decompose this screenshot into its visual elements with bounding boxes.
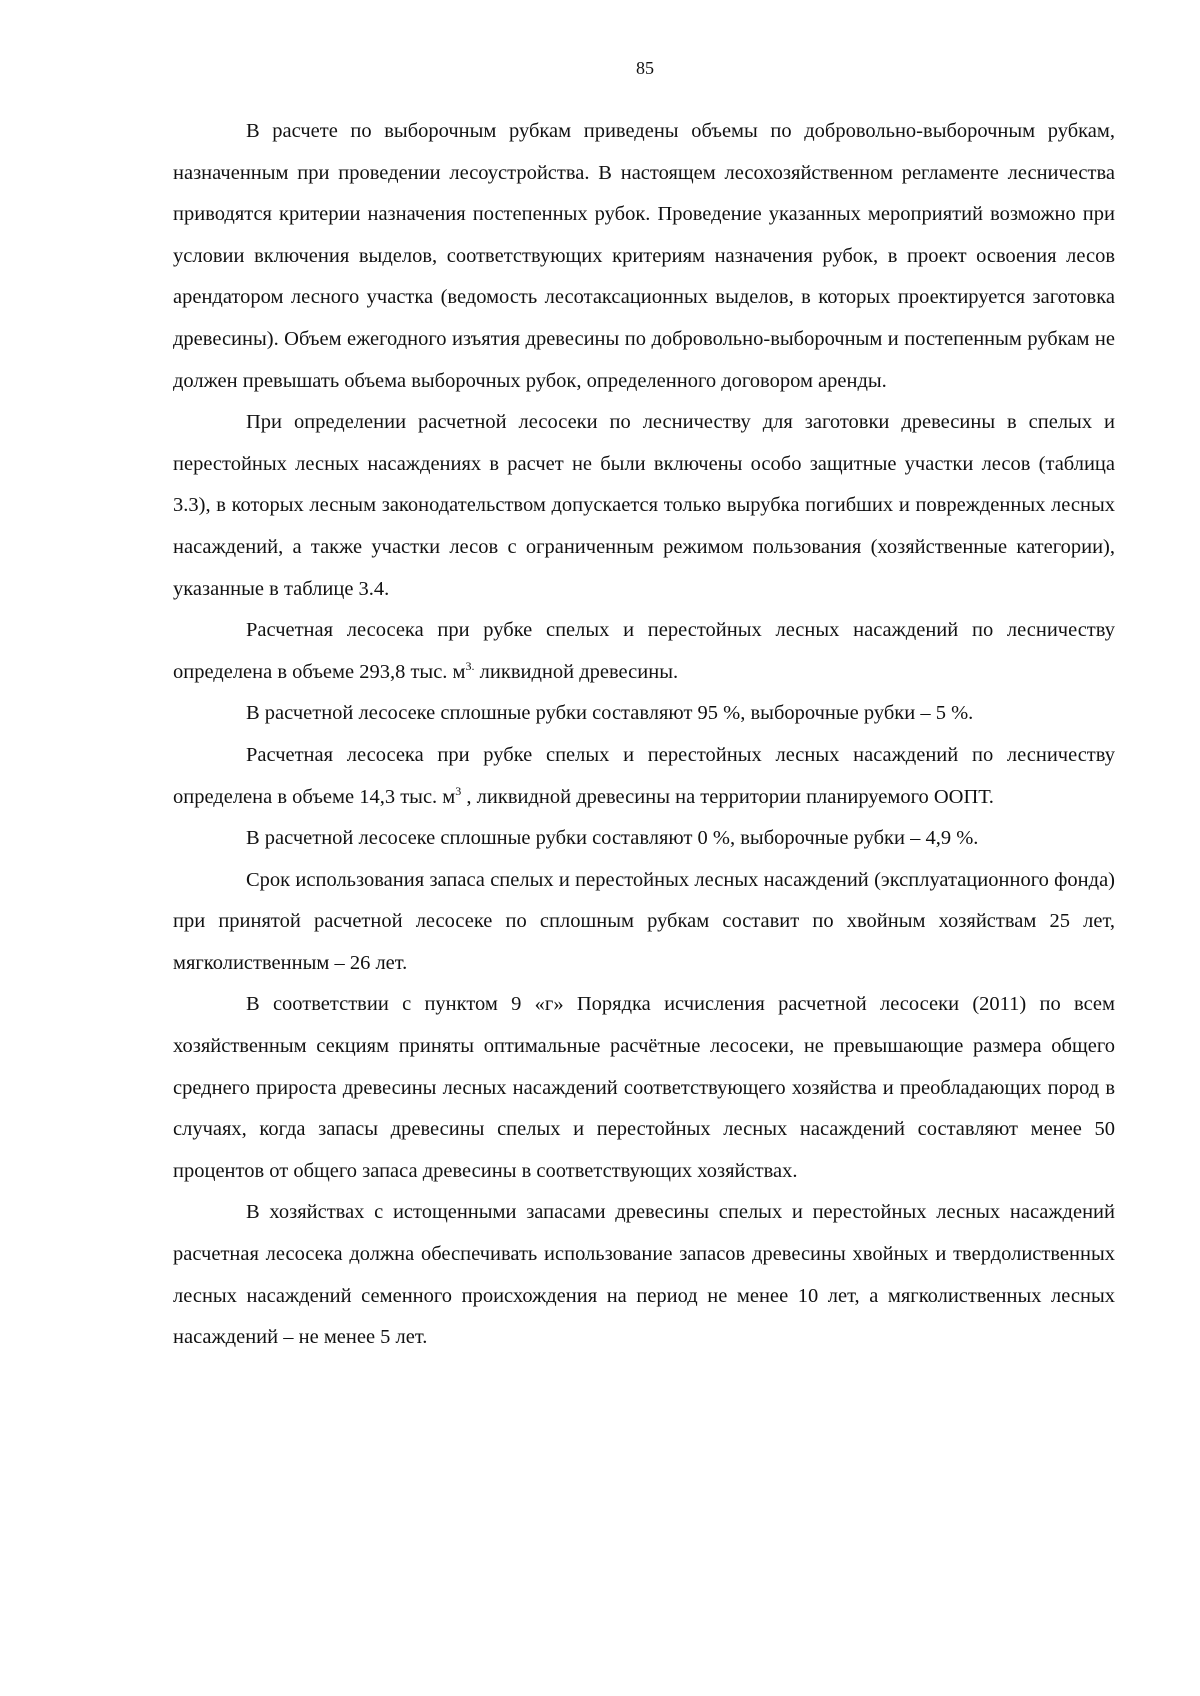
paragraph-allowable-cut-protected-area: [173, 735, 1115, 818]
text-segment: Расчетная лесосека при рубке спелых и перестойных лесных насаждений по лесничеству определена в объеме 14,3 тыс. м: [173, 743, 1115, 808]
paragraph-stock-usage-term: Срок использования запаса спелых и перестойных лесных насаждений (эксплуатационного фонда) при принятой расчетной лесосеке по сплошным рубкам составит по хвойным хозяйствам 25 лет, мягколиственным – 26 лет.: [173, 868, 1115, 974]
paragraph-optimal-cut-rule: В соответствии с пунктом 9 «г» Порядка исчисления расчетной лесосеки (2011) по всем хозяйственным секциям приняты оптимальные расчётные лесосеки, не превышающие размера общего среднего прироста древесины лесных насаждений соответствующего хозяйства и преобладающих пород в случаях, когда запасы древесины спелых и перестойных лесных насаждений составляют менее 50 процентов от общего запаса древесины в соответствующих хозяйствах.: [173, 993, 1115, 1182]
document-body: [173, 111, 1115, 1359]
superscript-unit: 3: [455, 783, 462, 798]
text-segment: , ликвидной древесины на территории планируемого ООПТ.: [461, 785, 994, 808]
superscript-unit: 3.: [465, 658, 475, 673]
paragraph-felling-share-protected-area: В расчетной лесосеке сплошные рубки составляют 0 %, выборочные рубки – 4,9 %.: [246, 827, 979, 850]
paragraph-depleted-stocks: В хозяйствах с истощенными запасами древесины спелых и перестойных лесных насаждений расчетная лесосека должна обеспечивать использование запасов древесины хвойных и твердолиственных лесных насаждений семенного происхождения на период не менее 10 лет, а мягколиственных лесных насаждений – не менее 5 лет.: [173, 1201, 1115, 1349]
text-segment: ликвидной древесины.: [474, 660, 679, 683]
paragraph-felling-share-forestry: В расчетной лесосеке сплошные рубки составляют 95 %, выборочные рубки – 5 %.: [246, 702, 974, 725]
paragraph-allowable-cut-forestry: [173, 610, 1115, 693]
paragraph-excluded-areas: При определении расчетной лесосеки по лесничеству для заготовки древесины в спелых и перестойных лесных насаждениях в расчет не были включены особо защитные участки лесов (таблица 3.3), в которых лесным законодательством допускается только вырубка погибших и поврежденных лесных насаждений, а также участки лесов с ограниченным режимом пользования (хозяйственные категории), указанные в таблице 3.4.: [173, 411, 1115, 600]
text-segment: Расчетная лесосека при рубке спелых и перестойных лесных насаждений по лесничеству определена в объеме 293,8 тыс. м: [173, 619, 1115, 683]
paragraph-selective-felling: В расчете по выборочным рубкам приведены объемы по добровольно-выборочным рубкам, назначенным при проведении лесоустройства. В настоящем лесохозяйственном регламенте лесничества приводятся критерии назначения постепенных рубок. Проведение указанных мероприятий возможно при условии включения выделов, соответствующих критериям назначения рубок, в проект освоения лесов арендатором лесного участка (ведомость лесотаксационных выделов, в которых проектируется заготовка древесины). Объем ежегодного изъятия древесины по добровольно-выборочным и постепенным рубкам не должен превышать объема выборочных рубок, определенного договором аренды.: [173, 120, 1115, 392]
page-number: 85: [636, 58, 654, 78]
